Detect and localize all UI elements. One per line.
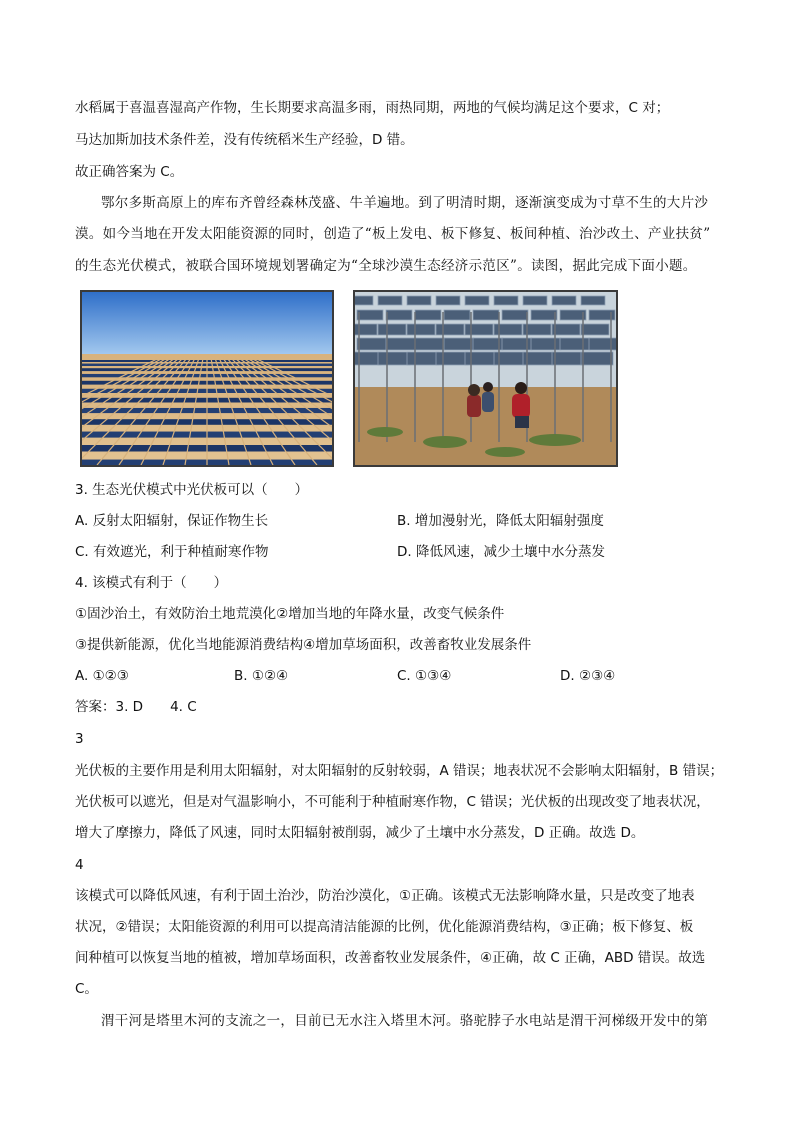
answer-line: 答案：3. D 4. C	[75, 699, 197, 715]
passage-line: 的生态光伏模式，被联合国环境规划署确定为“全球沙漠生态经济示范区”。读图，据此完成下面小题。	[75, 258, 697, 274]
explanation-line: C。	[75, 981, 98, 997]
explanation-number: 4	[75, 857, 84, 873]
q3-option-d: D. 降低风速，减少土壤中水分蒸发	[397, 544, 605, 560]
passage-line: 鄂尔多斯高原上的库布齐曾经森林茂盛、牛羊遍地。到了明清时期，逐渐演变成为寸草不生的大片沙	[101, 195, 709, 211]
q3-option-a: A. 反射太阳辐射，保证作物生长	[75, 513, 269, 529]
question-4-stem: 4. 该模式有利于（ ）	[75, 575, 228, 591]
text-line: 故正确答案为 C。	[75, 164, 184, 180]
passage-line: 渭干河是塔里木河的支流之一，目前已无水注入塔里木河。骆驼脖子水电站是渭干河梯级开发中的第	[101, 1013, 709, 1029]
q3-option-c: C. 有效遮光，利于种植耐寒作物	[75, 544, 269, 560]
q4-option-a: A. ①②③	[75, 668, 129, 684]
q4-option-d: D. ②③④	[560, 668, 616, 684]
question-3-stem: 3. 生态光伏模式中光伏板可以（ ）	[75, 482, 309, 498]
q4-statements: ③提供新能源，优化当地能源消费结构④增加草场面积，改善畜牧业发展条件	[75, 637, 532, 653]
text-line: 水稻属于喜温喜湿高产作物，生长期要求高温多雨，雨热同期，两地的气候均满足这个要求，C 对；	[75, 100, 670, 116]
explanation-line: 间种植可以恢复当地的植被，增加草场面积，改善畜牧业发展条件，④正确，故 C 正确，ABD 错误。故选	[75, 950, 706, 966]
passage-line: 漠。如今当地在开发太阳能资源的同时，创造了“板上发电、板下修复、板间种植、治沙改土、产业扶贫”	[75, 226, 711, 242]
explanation-line: 增大了摩擦力，降低了风速，同时太阳辐射被削弱，减少了土壤中水分蒸发，D 正确。故选 D。	[75, 825, 645, 841]
explanation-line: 光伏板的主要作用是利用太阳辐射，对太阳辐射的反射较弱，A 错误；地表状况不会影响太阳辐射，B 错误；	[75, 763, 724, 779]
explanation-number: 3	[75, 731, 84, 747]
explanation-line: 该模式可以降低风速，有利于固土治沙，防治沙漠化，①正确。该模式无法影响降水量，只是改变了地表	[75, 888, 695, 904]
q3-option-b: B. 增加漫射光，降低太阳辐射强度	[397, 513, 604, 529]
explanation-line: 状况，②错误；太阳能资源的利用可以提高清洁能源的比例，优化能源消费结构，③正确；板下修复、板	[75, 919, 694, 935]
farmers-under-solar-panels-photo	[353, 290, 618, 467]
solar-farm-desert-photo	[80, 290, 334, 467]
text-line: 马达加斯加技术条件差，没有传统稻米生产经验，D 错。	[75, 132, 414, 148]
explanation-line: 光伏板可以遮光，但是对气温影响小，不可能利于种植耐寒作物，C 错误；光伏板的出现改变了地表状况，	[75, 794, 710, 810]
q4-option-c: C. ①③④	[397, 668, 452, 684]
q4-option-b: B. ①②④	[234, 668, 289, 684]
q4-statements: ①固沙治土，有效防治土地荒漠化②增加当地的年降水量，改变气候条件	[75, 606, 505, 622]
